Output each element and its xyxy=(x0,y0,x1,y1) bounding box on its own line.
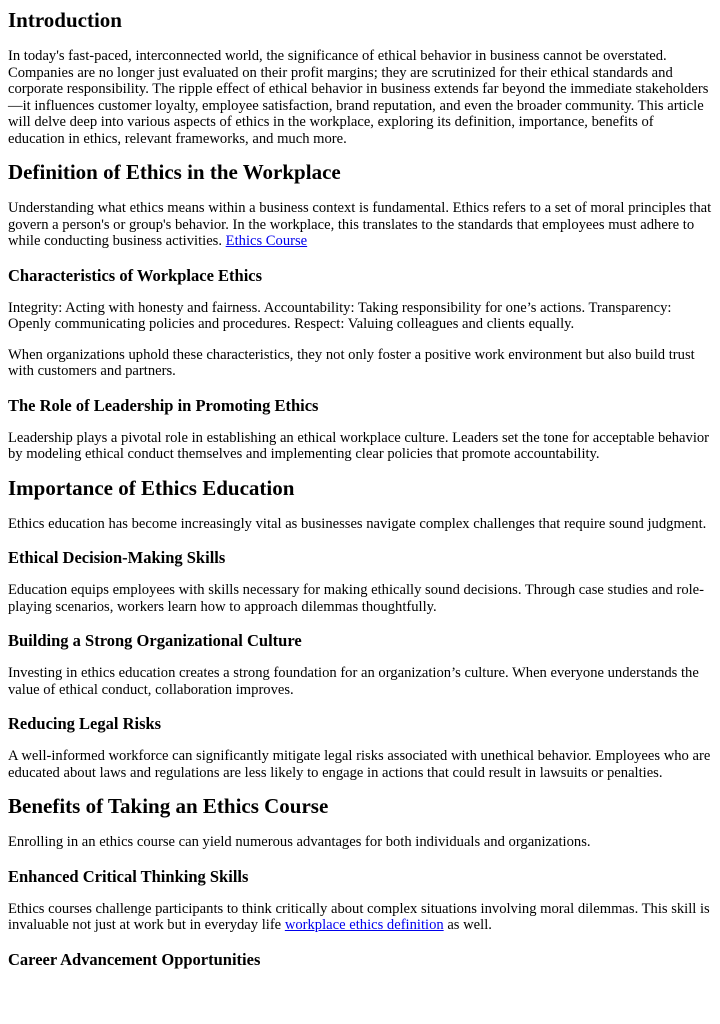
paragraph-introduction: In today's fast-paced, interconnected world, the significance of ethical behavior in business cannot be overstated. Companies are no longer just evaluated on their profit margins; they are scrutinized for their ethical standards and corporate responsibility. The ripple effect of ethical behavior in business extends far beyond the immediate stakeholders—it influences customer loyalty, employee satisfaction, brand reputation, and even the broader community. This article will delve deep into various aspects of ethics in the workplace, exploring its definition, importance, benefits of education in ethics, relevant frameworks, and much more. xyxy=(8,48,709,147)
paragraph-decision-making: Education equips employees with skills necessary for making ethically sound decisions. Through case studies and role-playing scenarios, workers learn how to approach dilemmas thoughtfully. xyxy=(8,582,705,615)
heading-critical-thinking: Enhanced Critical Thinking Skills xyxy=(8,866,249,886)
paragraph-characteristics-trust: When organizations uphold these characteristics, they not only foster a positive work environment but also build trust with customers and partners. xyxy=(8,346,695,379)
critical-thinking-text-end: as well. xyxy=(447,917,492,933)
paragraph-characteristics-list: Integrity: Acting with honesty and fairness. Accountability: Taking responsibility for one’s actions. Transparency: Openly communicating policies and procedures. Respect: Valuing colleagues and clients equally. xyxy=(8,299,672,332)
paragraph-role-of-leadership: Leadership plays a pivotal role in establishing an ethical workplace culture. Leaders set the tone for acceptable behavior by modeling ethical conduct themselves and implementing clear policies that promote accountability. xyxy=(8,429,710,462)
paragraph-benefits-intro: Enrolling in an ethics course can yield numerous advantages for both individuals and organizations. xyxy=(8,834,591,850)
heading-benefits-of-ethics-course: Benefits of Taking an Ethics Course xyxy=(8,794,329,818)
paragraph-definition-intro xyxy=(8,200,712,250)
heading-organizational-culture: Building a Strong Organizational Culture xyxy=(8,631,302,650)
paragraph-organizational-culture: Investing in ethics education creates a strong foundation for an organization’s culture. When everyone understands the value of ethical conduct, collaboration improves. xyxy=(8,665,699,698)
heading-importance-of-ethics-education: Importance of Ethics Education xyxy=(8,475,295,500)
paragraph-importance-intro: Ethics education has become increasingly vital as businesses navigate complex challenges that require sound judgment. xyxy=(8,515,707,532)
heading-career-advancement: Career Advancement Opportunities xyxy=(8,949,261,969)
heading-reducing-legal-risks: Reducing Legal Risks xyxy=(8,714,162,733)
workplace-ethics-definition-link[interactable]: workplace ethics definition xyxy=(284,917,444,933)
paragraph-reducing-legal-risks: A well-informed workforce can significantly mitigate legal risks associated with unethical behavior. Employees who are educated about laws and regulations are less likely to engage in actions that could result in lawsuits or penalties. xyxy=(8,748,711,781)
definition-intro-text: Understanding what ethics means within a business context is fundamental. Ethics refers to a set of moral principles that govern a person's or group's behavior. In the workplace, this translates to the standards that employees must adhere to while conducting business activities. xyxy=(8,200,712,249)
ethics-course-link[interactable]: Ethics Course xyxy=(225,233,308,249)
critical-thinking-text: Ethics courses challenge participants to think critically about complex situations involving moral dilemmas. This skill is invaluable not just at work but in everyday life xyxy=(8,900,710,933)
heading-introduction: Introduction xyxy=(8,8,122,32)
paragraph-critical-thinking xyxy=(8,901,712,934)
heading-role-of-leadership: The Role of Leadership in Promoting Ethics xyxy=(8,395,319,415)
heading-decision-making: Ethical Decision-Making Skills xyxy=(8,548,226,567)
heading-characteristics: Characteristics of Workplace Ethics xyxy=(8,265,263,285)
heading-definition-of-ethics: Definition of Ethics in the Workplace xyxy=(8,160,341,184)
article xyxy=(0,7,720,970)
